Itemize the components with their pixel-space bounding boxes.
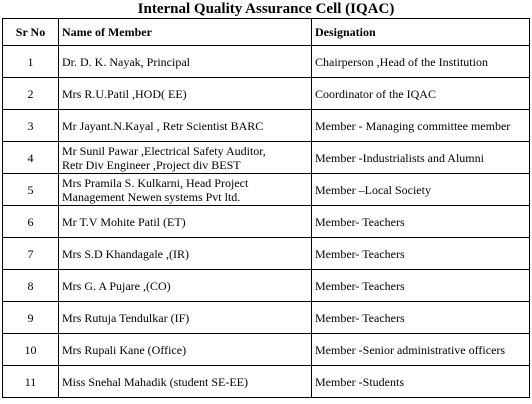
member-name-line: Mrs Pramila S. Kulkarni, Head Project xyxy=(62,175,249,190)
sr-no-cell: 11 xyxy=(3,366,59,398)
table-row xyxy=(3,366,530,398)
table-row xyxy=(3,238,530,270)
sr-no-cell: 6 xyxy=(3,206,59,238)
page-title: Internal Quality Assurance Cell (IQAC) xyxy=(137,1,395,17)
sr-no-cell: 9 xyxy=(3,302,59,334)
sr-no-cell: 5 xyxy=(3,174,59,206)
member-name-cell xyxy=(59,110,312,142)
iqac-members-table xyxy=(2,18,530,398)
designation-cell: Member- Teachers xyxy=(312,238,530,270)
table-row xyxy=(3,110,530,142)
sr-no-cell: 2 xyxy=(3,78,59,110)
member-name-line: Mrs Rupali Kane (Office) xyxy=(62,342,187,357)
member-name-line: Retr Div Engineer ,Project div BEST xyxy=(62,157,241,172)
header-name-of-member: Name of Member xyxy=(59,19,312,46)
designation-cell: Member -Industrialists and Alumni xyxy=(312,142,530,174)
header-sr-no: Sr No xyxy=(3,19,59,46)
table-body xyxy=(3,46,530,398)
member-name-line: Mr T.V Mohite Patil (ET) xyxy=(62,214,186,229)
designation-cell: Chairperson ,Head of the Institution xyxy=(312,46,530,78)
table-row xyxy=(3,302,530,334)
member-name-cell xyxy=(59,206,312,238)
table-row xyxy=(3,206,530,238)
designation-cell: Member- Teachers xyxy=(312,270,530,302)
sr-no-cell: 1 xyxy=(3,46,59,78)
table-header-row xyxy=(3,19,530,46)
member-name-line: Management Newen systems Pvt ltd. xyxy=(62,189,241,204)
table-row xyxy=(3,46,530,78)
member-name-line: Mrs S.D Khandagale ,(IR) xyxy=(62,246,189,261)
designation-cell: Member -Senior administrative officers xyxy=(312,334,530,366)
designation-cell: Member -Students xyxy=(312,366,530,398)
sr-no-cell: 3 xyxy=(3,110,59,142)
header-designation: Designation xyxy=(312,19,530,46)
designation-cell: Member –Local Society xyxy=(312,174,530,206)
table-row xyxy=(3,78,530,110)
sr-no-cell: 4 xyxy=(3,142,59,174)
sr-no-cell: 7 xyxy=(3,238,59,270)
member-name-cell xyxy=(59,238,312,270)
member-name-line: Mrs R.U.Patil ,HOD( EE) xyxy=(62,86,187,101)
member-name-line: Miss Snehal Mahadik (student SE-EE) xyxy=(62,374,248,389)
member-name-cell xyxy=(59,366,312,398)
table-row xyxy=(3,174,530,206)
designation-cell: Member- Teachers xyxy=(312,206,530,238)
designation-cell: Coordinator of the IQAC xyxy=(312,78,530,110)
member-name-line: Mrs G. A Pujare ,(CO) xyxy=(62,278,171,293)
designation-cell: Member- Teachers xyxy=(312,302,530,334)
member-name-line: Mr Sunil Pawar ,Electrical Safety Auditor, xyxy=(62,143,266,158)
member-name-cell xyxy=(59,302,312,334)
designation-cell: Member - Managing committee member xyxy=(312,110,530,142)
sr-no-cell: 8 xyxy=(3,270,59,302)
table-row xyxy=(3,334,530,366)
member-name-cell xyxy=(59,270,312,302)
table-row xyxy=(3,270,530,302)
member-name-cell xyxy=(59,142,312,174)
member-name-line: Mr Jayant.N.Kayal , Retr Scientist BARC xyxy=(62,118,264,133)
member-name-cell xyxy=(59,334,312,366)
sr-no-cell: 10 xyxy=(3,334,59,366)
member-name-cell xyxy=(59,174,312,206)
member-name-cell xyxy=(59,78,312,110)
table-row xyxy=(3,142,530,174)
member-name-cell xyxy=(59,46,312,78)
member-name-line: Mrs Rutuja Tendulkar (IF) xyxy=(62,310,190,325)
member-name-line: Dr. D. K. Nayak, Principal xyxy=(62,54,190,69)
